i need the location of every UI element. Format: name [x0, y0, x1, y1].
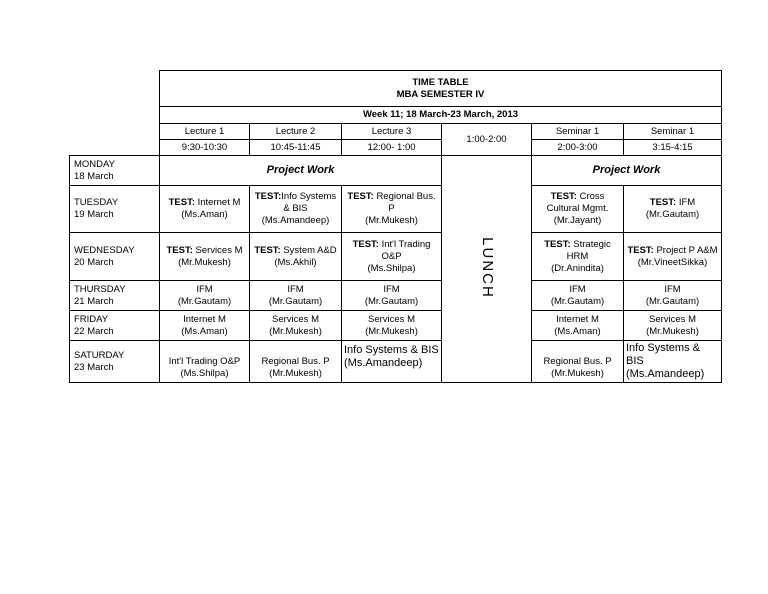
teacher: (Ms.Aman)	[554, 325, 601, 337]
class-cell	[342, 341, 442, 383]
class-cell	[624, 281, 722, 311]
day-name: FRIDAY	[74, 313, 109, 325]
table-row	[70, 341, 722, 383]
class-cell	[250, 281, 342, 311]
test-label: TEST:	[347, 191, 374, 202]
column-header-lecture-3: Lecture 3	[342, 124, 442, 140]
subject: Services M	[649, 313, 696, 325]
class-cell	[532, 341, 624, 383]
class-cell	[250, 311, 342, 341]
class-cell	[624, 233, 722, 281]
subject: System A&D	[283, 244, 337, 256]
day-cell	[70, 341, 160, 383]
test-label: TEST:	[352, 238, 379, 250]
teacher: (Mr.Gautam)	[645, 209, 700, 220]
teacher: (Mr.Gautam)	[550, 295, 605, 307]
column-header-lecture-1: Lecture 1	[160, 124, 250, 140]
class-cell	[532, 281, 624, 311]
lunch-label: LUNCH	[478, 237, 496, 299]
subject: Regional Bus. P	[261, 356, 330, 367]
teacher: (Mr.Mukesh)	[269, 325, 322, 337]
subject: Strategic HRM	[566, 238, 611, 262]
subject: Info Systems & BIS	[344, 344, 439, 356]
subject: IFM	[287, 283, 304, 295]
day-cell	[70, 233, 160, 281]
time-slot-1: 9:30-10:30	[160, 140, 250, 156]
subject: Cross Cultural Mgmt.	[546, 191, 609, 214]
class-cell	[532, 186, 624, 233]
test-label: TEST:	[627, 244, 654, 256]
class-cell	[250, 341, 342, 383]
project-work-label: Project Work	[592, 164, 661, 176]
subject: Regional Bus. P	[376, 191, 436, 214]
lunch-time-header: 1:00-2:00	[442, 124, 532, 156]
teacher: (Ms.Akhil)	[274, 256, 317, 268]
project-work-cell	[532, 156, 722, 186]
day-cell	[70, 311, 160, 341]
class-cell	[532, 233, 624, 281]
subject: Int'l Trading O&P	[168, 356, 241, 367]
time-slot-5: 2:00-3:00	[532, 140, 624, 156]
class-cell	[160, 311, 250, 341]
day-name: WEDNESDAY	[74, 244, 135, 256]
teacher: (Mr.Gautam)	[177, 295, 232, 307]
test-label: TEST:	[254, 244, 281, 256]
teacher: (Mr.Gautam)	[645, 295, 700, 307]
teacher: (Mr.Gautam)	[268, 295, 323, 307]
column-header-seminar-1: Seminar 1	[532, 124, 624, 140]
day-date: 20 March	[74, 256, 114, 268]
day-name: THURSDAY	[74, 283, 126, 295]
class-cell	[624, 311, 722, 341]
day-date: 18 March	[74, 170, 114, 182]
time-slot-2: 10:45-11:45	[250, 140, 342, 156]
column-header-seminar-2: Seminar 1	[624, 124, 722, 140]
teacher: (Ms.Amandeep)	[344, 357, 423, 369]
subject: Services M	[368, 313, 415, 325]
subject: Info Systems & BIS	[626, 342, 700, 367]
test-label: TEST:	[166, 244, 193, 256]
subject: IFM	[678, 197, 696, 208]
timetable-title: TIME TABLE	[412, 76, 469, 88]
class-cell	[532, 311, 624, 341]
time-slot-3: 12:00- 1:00	[342, 140, 442, 156]
teacher: (Mr.Gautam)	[364, 295, 419, 307]
timetable-subtitle: MBA SEMESTER IV	[396, 88, 485, 100]
table-row	[70, 281, 722, 311]
day-date: 23 March	[74, 361, 114, 373]
week-range: Week 11; 18 March-23 March, 2013	[160, 107, 722, 124]
subject: Services M	[195, 244, 243, 256]
project-work-cell	[160, 156, 442, 186]
test-label: TEST:	[544, 238, 571, 250]
day-name: MONDAY	[74, 158, 115, 170]
teacher: (Mr.VineetSikka)	[637, 256, 708, 268]
subject: Internet M	[556, 313, 599, 325]
timetable-title-cell	[160, 71, 722, 107]
class-cell	[250, 186, 342, 233]
class-cell	[624, 186, 722, 233]
class-cell	[342, 233, 442, 281]
day-name: SATURDAY	[74, 349, 125, 361]
day-cell	[70, 156, 160, 186]
class-cell	[160, 281, 250, 311]
test-label: TEST:	[550, 191, 577, 202]
test-label: TEST:	[254, 191, 282, 202]
subject: IFM	[569, 283, 586, 295]
teacher: (Mr.Mukesh)	[365, 325, 418, 337]
teacher: (Ms.Amandeep)	[626, 368, 705, 380]
subject: Internet M	[197, 197, 241, 208]
class-cell	[160, 186, 250, 233]
subject: Info Systems & BIS	[281, 191, 337, 214]
teacher: (Mr.Jayant)	[553, 215, 602, 226]
table-row	[70, 156, 722, 186]
class-cell	[342, 186, 442, 233]
lunch-cell	[442, 156, 532, 383]
teacher: (Ms.Aman)	[181, 209, 228, 220]
teacher: (Ms.Shilpa)	[367, 262, 416, 274]
subject: IFM	[196, 283, 213, 295]
teacher: (Mr.Mukesh)	[551, 368, 604, 379]
subject: Project P A&M	[656, 244, 718, 256]
teacher: (Mr.Mukesh)	[269, 368, 322, 379]
day-date: 21 March	[74, 295, 114, 307]
class-cell	[342, 281, 442, 311]
test-label: TEST:	[649, 197, 677, 208]
subject: Services M	[272, 313, 319, 325]
column-header-lecture-2: Lecture 2	[250, 124, 342, 140]
day-cell	[70, 186, 160, 233]
project-work-label: Project Work	[266, 164, 335, 176]
subject: Internet M	[183, 313, 226, 325]
day-date: 22 March	[74, 325, 114, 337]
class-cell	[160, 233, 250, 281]
teacher: (Mr.Mukesh)	[646, 325, 699, 337]
subject: IFM	[664, 283, 681, 295]
subject: Regional Bus. P	[543, 356, 612, 367]
timetable	[69, 70, 722, 383]
teacher: (Ms.Shilpa)	[180, 368, 229, 379]
class-cell	[250, 233, 342, 281]
teacher: (Mr.Mukesh)	[178, 256, 231, 268]
table-row	[70, 311, 722, 341]
class-cell	[624, 341, 722, 383]
class-cell	[342, 311, 442, 341]
teacher: (Ms.Aman)	[181, 325, 228, 337]
day-name: TUESDAY	[74, 197, 119, 208]
teacher: (Ms.Amandeep)	[261, 215, 330, 226]
test-label: TEST:	[168, 197, 195, 208]
time-slot-6: 3:15-4:15	[624, 140, 722, 156]
subject: IFM	[383, 283, 400, 295]
teacher: (Mr.Mukesh)	[365, 215, 418, 226]
day-date: 19 March	[74, 209, 114, 220]
table-row	[70, 233, 722, 281]
table-row	[70, 186, 722, 233]
day-cell	[70, 281, 160, 311]
subject: Int'l Trading O&P	[381, 238, 431, 262]
class-cell	[160, 341, 250, 383]
teacher: (Dr.Anindita)	[551, 262, 604, 274]
